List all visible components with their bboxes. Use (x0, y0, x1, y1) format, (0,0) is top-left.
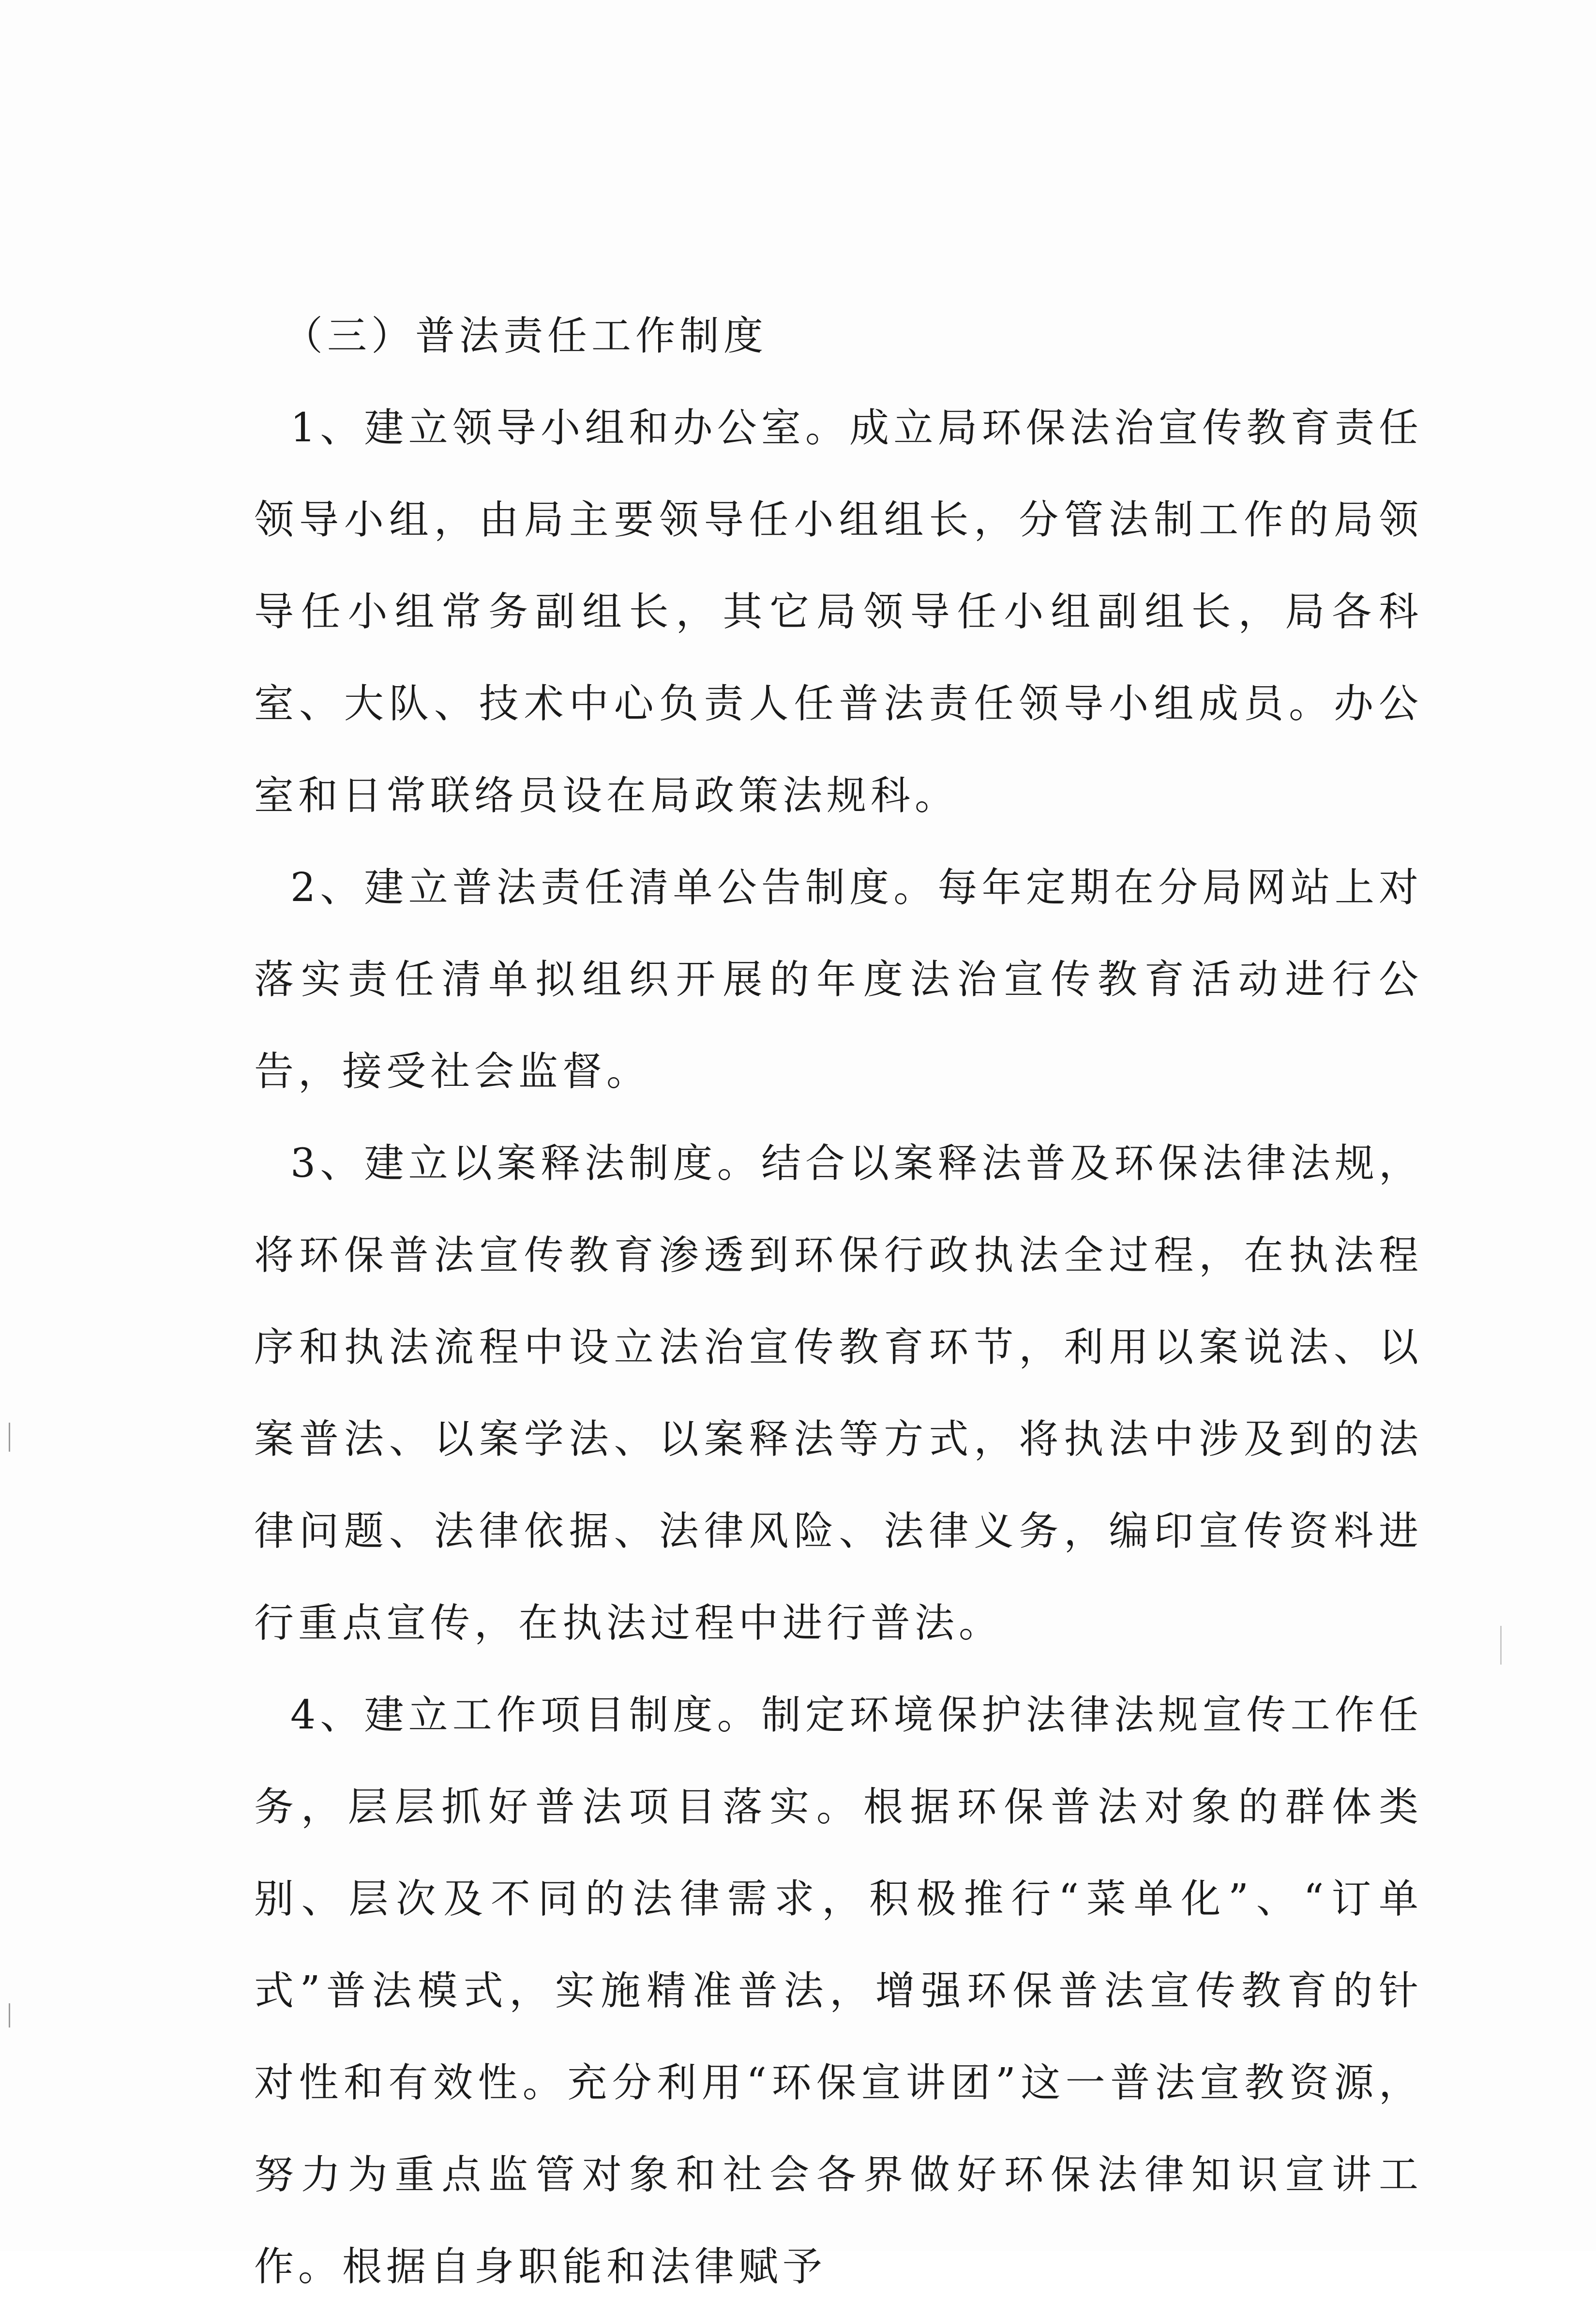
paragraph-work-project: 4、建立工作项目制度。制定环境保护法律法规宣传工作任务，层层抓好普法项目落实。根据环保普法对象的群体类别、层次及不同的法律需求，积极推行“菜单化”、“订单式”普法模式，实施精准普法，增强环保普法宣传教育的针对性和有效性。充分利用“环保宣讲团”这一普法宣教资源，努力为重点监管对象和社会各界做好环保法律知识宣讲工作。根据自身职能和法律赋予 (254, 1692, 1423, 2290)
section-heading: （三）普法责任工作制度 (283, 313, 768, 359)
paragraph-responsibility-list: 2、建立普法责任清单公告制度。每年定期在分局网站上对落实责任清单拟组织开展的年度法治宣传教育活动进行公告，接受社会监督。 (254, 865, 1423, 1095)
scan-mark-left-lower (9, 2003, 10, 2028)
paragraph-leadership-group: 1、建立领导小组和办公室。成立局环保法治宣传教育责任领导小组，由局主要领导任小组组长，分管法制工作的局领导任小组常务副组长，其它局领导任小组副组长，局各科室、大队、技术中心负责人任普法责任领导小组成员。办公室和日常联络员设在局政策法规科。 (254, 405, 1423, 819)
scan-mark-left (9, 1423, 10, 1452)
paragraph-case-interpretation: 3、建立以案释法制度。结合以案释法普及环保法律法规，将环保普法宣传教育渗透到环保行政执法全过程，在执法程序和执法流程中设立法治宣传教育环节，利用以案说法、以案普法、以案学法、以案释法等方式，将执法中涉及到的法律问题、法律依据、法律风险、法律义务，编印宣传资料进行重点宣传，在执法过程中进行普法。 (254, 1141, 1423, 1646)
document-body (254, 290, 1423, 2313)
scan-mark-right (1500, 1626, 1502, 1665)
